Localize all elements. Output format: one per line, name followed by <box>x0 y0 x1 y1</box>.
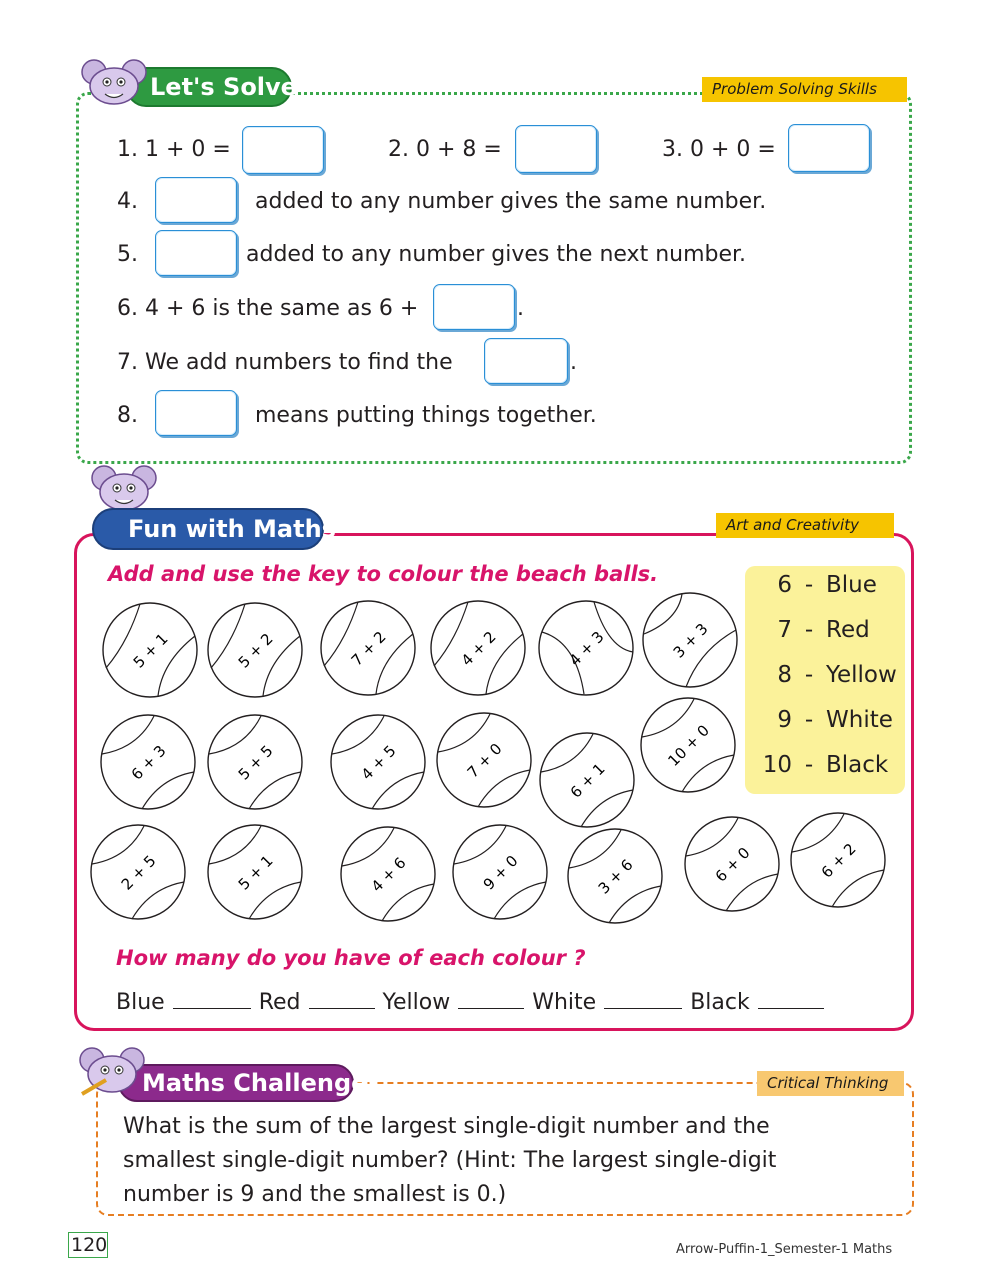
question-5-text: added to any number gives the next number. <box>246 242 747 267</box>
ball-label: 5 + 1 <box>129 629 172 672</box>
challenge-line: number is 9 and the smallest is 0.) <box>123 1182 507 1207</box>
book-title-footer: Arrow-Puffin-1_Semester-1 Maths <box>676 1242 893 1257</box>
ball-label: 5 + 5 <box>234 741 277 784</box>
ball-label: 6 + 2 <box>817 839 860 882</box>
answer-label-white: White <box>532 990 597 1015</box>
answer-blank-black[interactable] <box>758 990 824 1009</box>
beach-ball[interactable] <box>453 825 547 919</box>
key-row: 7 - Red <box>777 617 870 643</box>
beach-ball[interactable] <box>568 829 662 923</box>
answer-label-blue: Blue <box>116 990 165 1015</box>
fun-with-maths-title: Fun with Maths <box>92 508 324 550</box>
ball-label: 7 + 2 <box>347 627 390 670</box>
question-5-number: 5. <box>117 242 138 267</box>
page-number: 120 <box>68 1232 108 1258</box>
beach-ball[interactable] <box>101 715 195 809</box>
question-7-end: . <box>570 350 577 375</box>
beach-ball[interactable] <box>791 813 885 907</box>
question-8-text: means putting things together. <box>255 403 597 428</box>
answer-blank-red[interactable] <box>309 990 375 1009</box>
ball-label: 6 + 3 <box>127 741 170 784</box>
ball-label: 4 + 3 <box>565 627 608 670</box>
challenge-line: What is the sum of the largest single-digit number and the <box>123 1114 770 1139</box>
key-row: 9 - White <box>777 707 893 733</box>
ball-label: 3 + 6 <box>594 855 637 898</box>
beach-ball[interactable] <box>321 601 415 695</box>
question-7: 7. We add numbers to find the <box>117 350 453 375</box>
question-1: 1. 1 + 0 = <box>117 137 231 162</box>
key-row: 8 - Yellow <box>777 662 897 688</box>
ball-label: 9 + 0 <box>479 851 522 894</box>
ball-label: 4 + 2 <box>457 627 500 670</box>
challenge-line: smallest single-digit number? (Hint: The largest single-digit <box>123 1148 777 1173</box>
question-6-end: . <box>517 296 524 321</box>
ball-label: 6 + 1 <box>566 759 609 802</box>
key-row: 6 - Blue <box>777 572 877 598</box>
beach-ball[interactable] <box>341 827 435 921</box>
question-2: 2. 0 + 8 = <box>388 137 502 162</box>
ball-label: 10 + 0 <box>664 721 714 771</box>
maths-challenger-title: Maths Challenger <box>118 1064 354 1102</box>
question-3: 3. 0 + 0 = <box>662 137 776 162</box>
answer-blank-blue[interactable] <box>173 990 251 1009</box>
beach-ball[interactable] <box>685 817 779 911</box>
beach-ball[interactable] <box>643 593 737 687</box>
answer-label-black: Black <box>690 990 750 1015</box>
question-4-text: added to any number gives the same number. <box>255 189 767 214</box>
question-8-number: 8. <box>117 403 138 428</box>
colour-count-answers <box>116 990 832 1015</box>
beach-ball[interactable] <box>208 715 302 809</box>
beach-ball[interactable] <box>208 603 302 697</box>
ball-label: 3 + 3 <box>669 619 712 662</box>
lets-solve-title: Let's Solve <box>126 67 292 107</box>
colour-count-question: How many do you have of each colour ? <box>116 946 586 970</box>
beach-ball[interactable] <box>641 698 735 792</box>
answer-label-red: Red <box>258 990 301 1015</box>
key-row: 10 - Black <box>762 752 889 778</box>
beach-ball[interactable] <box>331 715 425 809</box>
ball-label: 5 + 2 <box>234 629 277 672</box>
beach-ball[interactable] <box>91 825 185 919</box>
question-4-number: 4. <box>117 189 138 214</box>
beach-ball[interactable] <box>540 733 634 827</box>
beach-ball[interactable] <box>539 601 633 695</box>
beach-ball[interactable] <box>437 713 531 807</box>
ball-label: 6 + 0 <box>711 843 754 886</box>
question-6: 6. 4 + 6 is the same as 6 + <box>117 296 419 321</box>
critical-thinking-tag: Critical Thinking <box>757 1071 904 1096</box>
ball-label: 7 + 0 <box>463 739 506 782</box>
art-creativity-tag: Art and Creativity <box>716 513 894 538</box>
answer-blank-yellow[interactable] <box>458 990 524 1009</box>
problem-solving-tag: Problem Solving Skills <box>702 77 907 102</box>
beach-ball[interactable] <box>431 601 525 695</box>
ball-label: 4 + 5 <box>357 741 400 784</box>
ball-label: 4 + 6 <box>367 853 410 896</box>
beach-ball[interactable] <box>103 603 197 697</box>
beach-ball[interactable] <box>208 825 302 919</box>
answer-blank-white[interactable] <box>604 990 682 1009</box>
colouring-instruction: Add and use the key to colour the beach balls. <box>108 562 659 586</box>
ball-label: 5 + 1 <box>234 851 277 894</box>
ball-label: 2 + 5 <box>117 851 160 894</box>
mouse-mascot-icon <box>76 1044 150 1098</box>
challenge-question <box>123 1110 863 1212</box>
answer-label-yellow: Yellow <box>382 990 451 1015</box>
